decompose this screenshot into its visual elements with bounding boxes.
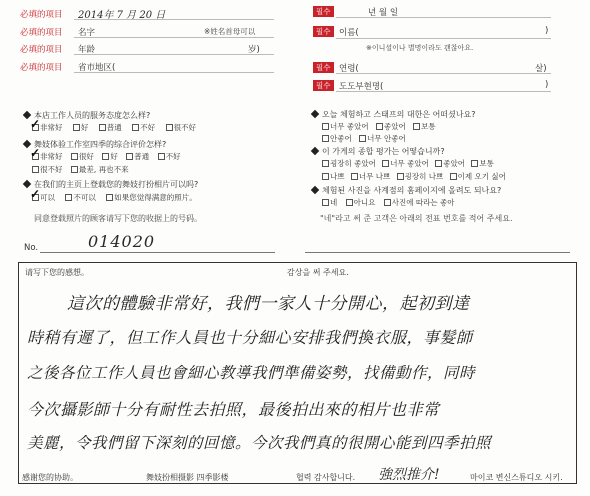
check-mark: ✓ xyxy=(30,187,41,201)
name-hint: ※姓名首母可以 xyxy=(204,27,256,36)
feedback-box xyxy=(18,262,577,484)
option-label: 굉장히 나쁘 xyxy=(404,172,444,181)
feedback-line: 時稍有遲了，但工作人員也十分細心安排我們換衣服，事髮師 xyxy=(27,328,473,347)
option-label: 좋았어 xyxy=(443,159,465,168)
option-label: 이제 오기 싫어 xyxy=(457,172,506,181)
option-label: 最差, 再也不来 xyxy=(78,165,129,174)
checkbox[interactable] xyxy=(126,153,133,160)
option-label: 不好 xyxy=(165,152,181,161)
checkbox[interactable] xyxy=(32,166,39,173)
checkbox[interactable] xyxy=(71,166,78,173)
receipt-no-label: No. xyxy=(24,243,39,253)
question-2-options-row2-kr xyxy=(322,171,506,182)
thanks-cn: 感谢您的协助。 xyxy=(22,473,78,482)
question-3-options-cn xyxy=(32,192,197,203)
checkbox[interactable] xyxy=(413,123,420,130)
checkbox[interactable] xyxy=(73,124,80,131)
name-field-kr: 이름( xyxy=(339,28,359,38)
required-label: 必填的项目 xyxy=(20,28,63,38)
name-hint-kr: ※이니셜이나 별명이라도 괜찮아요. xyxy=(366,44,474,52)
receipt-notice-kr: "네"라고 써 준 고객은 아래의 전표 번호를 적어 주세요. xyxy=(320,214,513,223)
required-tag: 필수 xyxy=(313,80,334,91)
checkbox[interactable] xyxy=(376,123,383,130)
option-label: 非常好 xyxy=(40,152,63,161)
option-label: 너무 좋았어 xyxy=(330,122,369,131)
question-text: 舞妓体验工作室四季的综合评价怎样? xyxy=(34,140,167,149)
feedback-line: 之後各位工作人員也會細心教導我們準備姿勢，找備動作，同時 xyxy=(27,364,476,382)
checkbox[interactable] xyxy=(382,160,389,167)
age-suffix: 岁) xyxy=(248,45,260,55)
option-label: 如果您觉得满意的照片。 xyxy=(114,193,197,202)
question-text: 체험된 사진을 사계점의 홈페이지에 올려도 되나요? xyxy=(322,186,502,195)
option-label: 普通 xyxy=(106,123,122,132)
option-label: 很不好 xyxy=(173,123,197,132)
receipt-number[interactable]: 014020 xyxy=(88,232,156,251)
checkbox[interactable] xyxy=(99,124,106,131)
option-label: 很好 xyxy=(78,152,94,161)
required-tag: 필수 xyxy=(313,6,334,17)
option-label: 可以 xyxy=(40,193,55,202)
age-field-kr: 연령( xyxy=(339,64,359,74)
question-2-options-row2-cn xyxy=(32,164,129,175)
question-1-options-row2-kr xyxy=(322,133,406,144)
checkbox[interactable] xyxy=(322,160,329,167)
required-label: 必填的项目 xyxy=(20,63,63,73)
option-label: 很不好 xyxy=(40,165,63,174)
checkbox[interactable] xyxy=(346,199,353,206)
question-2-options-kr xyxy=(322,158,494,169)
region-field-kr: 도도부현명( xyxy=(339,82,384,92)
question-2-cn xyxy=(24,139,166,150)
name-field-label: 名字 xyxy=(78,28,96,38)
question-1-kr xyxy=(312,109,476,120)
question-3-kr xyxy=(312,185,501,196)
check-mark: ✓ xyxy=(30,117,41,131)
question-2-options-cn xyxy=(32,151,181,162)
option-label: 굉장히 좋았어 xyxy=(330,159,376,168)
option-label: 不可以 xyxy=(73,193,96,202)
option-label: 안좋어 xyxy=(330,134,352,143)
option-label: 너무 안좋어 xyxy=(367,134,406,143)
required-tag: 필수 xyxy=(313,62,334,73)
receipt-notice-cn: 同意登载照片的顾客请写下您的收据上的号码。 xyxy=(34,214,202,223)
region-field-label: 省市地区( xyxy=(78,63,116,73)
feedback-line: 這次的體驗非常好，我們一家人十分開心，起初到達 xyxy=(67,294,470,314)
question-1-cn xyxy=(24,110,150,121)
checkbox[interactable] xyxy=(435,160,442,167)
feedback-label-kr: 감상을 써 주세요. xyxy=(287,268,349,277)
checkbox[interactable] xyxy=(359,135,366,142)
option-label: 好 xyxy=(110,152,118,161)
date-field-kr: 년 월 일 xyxy=(368,8,399,18)
checkbox[interactable] xyxy=(65,194,72,201)
checkbox[interactable] xyxy=(384,199,391,206)
question-text: 이 가게의 종합 평가는 어떻습니까? xyxy=(322,147,445,156)
paren-close: ) xyxy=(545,80,549,90)
option-label: 너무 나쁘 xyxy=(358,172,391,181)
feedback-label-cn: 请写下您的感想。 xyxy=(25,268,89,277)
question-3-options-kr xyxy=(322,197,455,208)
checkbox[interactable] xyxy=(158,153,165,160)
checkbox[interactable] xyxy=(351,173,358,180)
checkbox[interactable] xyxy=(450,173,457,180)
question-text: 在我们的主页上登载您的舞妓打扮相片可以吗? xyxy=(34,180,199,189)
question-1-options-kr xyxy=(322,121,436,132)
studio-name-kr: 마이코 변신스튜디오 시키. xyxy=(470,473,563,482)
question-2-kr xyxy=(312,146,445,157)
checkbox[interactable] xyxy=(71,153,78,160)
option-label: 아니요 xyxy=(353,198,376,207)
checkbox[interactable] xyxy=(397,173,404,180)
age-suffix-kr: 살) xyxy=(535,64,547,74)
option-label: 좋았어 xyxy=(384,122,406,131)
required-label: 必填的项目 xyxy=(20,10,63,20)
option-label: 非常好 xyxy=(40,123,63,132)
feedback-line: 美麗，令我們留下深刻的回憶。今次我們真的很開心能到四季拍照 xyxy=(27,434,492,452)
checkbox[interactable] xyxy=(322,135,329,142)
question-1-options-cn xyxy=(32,122,196,133)
checkbox[interactable] xyxy=(132,124,139,131)
feedback-text[interactable] xyxy=(27,285,568,473)
option-label: 나쁘 xyxy=(330,172,345,181)
option-label: 너무 좋았어 xyxy=(390,159,429,168)
option-label: 사진에 따라는 좋아 xyxy=(391,198,455,207)
checkbox[interactable] xyxy=(471,160,478,167)
question-text: 오늘 체험하고 스태프의 대한은 어떠셨나요? xyxy=(322,110,476,119)
signature: 強烈推介! xyxy=(378,467,440,483)
question-text: 本店工作人员的服务态度怎么样? xyxy=(34,111,151,120)
studio-name-cn: 舞妓扮相摄影 四季影楼 xyxy=(146,473,229,482)
option-label: 보통 xyxy=(421,122,436,131)
thanks-kr: 협력 감사합니다. xyxy=(296,473,356,482)
checkbox[interactable] xyxy=(322,199,329,206)
option-label: 普通 xyxy=(134,152,150,161)
checkbox[interactable] xyxy=(106,194,113,201)
date-field[interactable]: 2014年 7 月 20 日 xyxy=(78,10,166,21)
age-field-label: 年龄 xyxy=(78,45,96,55)
checkbox[interactable] xyxy=(322,173,329,180)
required-tag: 필수 xyxy=(313,26,334,37)
feedback-line: 今次攝影師十分有耐性去拍照，最後拍出來的相片也非常 xyxy=(27,400,440,419)
required-label: 必填的项目 xyxy=(20,45,63,55)
option-label: 네 xyxy=(330,198,338,207)
option-label: 不好 xyxy=(140,123,156,132)
question-3-cn xyxy=(24,179,198,190)
check-mark: ✓ xyxy=(30,146,41,160)
option-label: 好 xyxy=(80,123,89,132)
checkbox[interactable] xyxy=(166,124,173,131)
checkbox[interactable] xyxy=(322,123,329,130)
option-label: 보통 xyxy=(479,159,494,168)
checkbox[interactable] xyxy=(102,153,109,160)
paren-close: ) xyxy=(545,26,549,36)
